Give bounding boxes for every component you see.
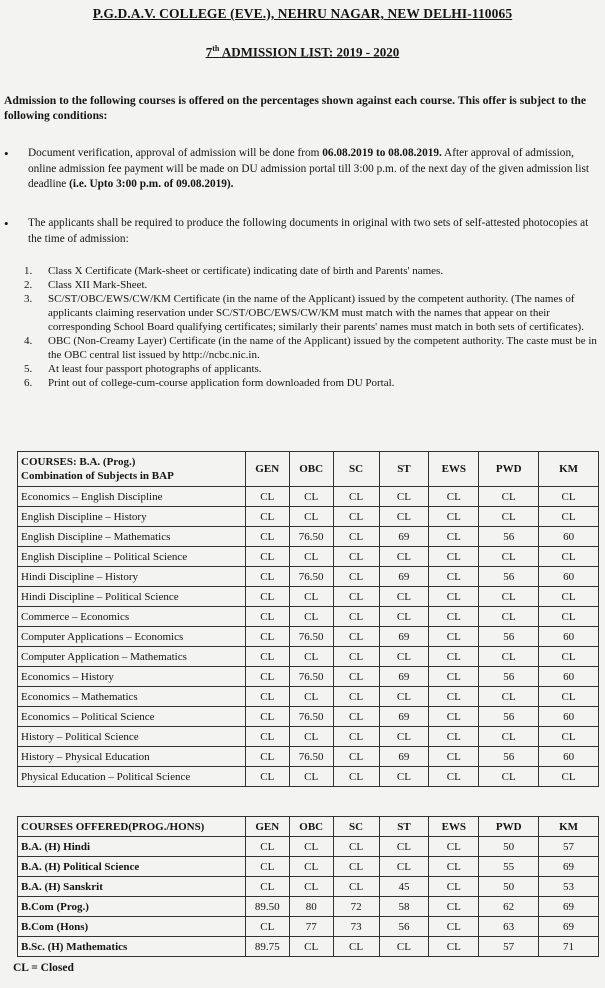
cutoff-cell: CL: [245, 747, 289, 767]
course-name-cell: History – Physical Education: [18, 747, 246, 767]
cutoff-cell: CL: [429, 877, 479, 897]
cutoff-cell: 56: [479, 667, 539, 687]
bullet-verification: • Document verification, approval of admission will be done from 06.08.2019 to 08.08.2019. After approval of admission, online admission fee payment will be made on DU admission portal till 3:00 p.m. of the next day of the given admission list deadline (i.e. Upto 3:00 p.m. of 09.08.2019).: [4, 146, 589, 190]
table-header-row: [18, 817, 599, 837]
cutoff-cell: CL: [379, 837, 429, 857]
cutoff-cell: 80: [289, 897, 333, 917]
column-header: ST: [379, 817, 429, 837]
cutoff-cell: 63: [479, 917, 539, 937]
cutoff-cell: 69: [539, 897, 599, 917]
cutoff-cell: CL: [379, 647, 429, 667]
cutoff-cell: CL: [479, 507, 539, 527]
cutoff-cell: 69: [379, 667, 429, 687]
cutoff-cell: CL: [333, 747, 379, 767]
cutoff-cell: 76.50: [289, 667, 333, 687]
course-name-cell: Commerce – Economics: [18, 607, 246, 627]
table-row: [18, 897, 599, 917]
cutoff-cell: CL: [333, 527, 379, 547]
cutoff-cell: CL: [333, 767, 379, 787]
table-heading: COURSES: B.A. (Prog.) Combination of Subjects in BAP: [18, 452, 246, 487]
cutoff-cell: 73: [333, 917, 379, 937]
course-name-cell: Economics – History: [18, 667, 246, 687]
cutoff-cell: CL: [333, 547, 379, 567]
document-item: [24, 264, 602, 278]
course-name-cell: Physical Education – Political Science: [18, 767, 246, 787]
cutoff-cell: CL: [333, 937, 379, 957]
cutoff-cell: CL: [333, 687, 379, 707]
column-header: KM: [539, 452, 599, 487]
cutoff-cell: CL: [539, 587, 599, 607]
cutoff-cell: CL: [539, 487, 599, 507]
cutoff-cell: 69: [539, 857, 599, 877]
cutoff-cell: CL: [289, 837, 333, 857]
cutoff-cell: 56: [479, 527, 539, 547]
course-name-cell: B.A. (H) Hindi: [18, 837, 246, 857]
table-row: [18, 767, 599, 787]
cutoff-cell: 60: [539, 747, 599, 767]
document-text: Class XII Mark-Sheet.: [48, 279, 148, 291]
document-number: 4.: [24, 335, 33, 347]
cutoff-cell: CL: [245, 667, 289, 687]
table-row: [18, 917, 599, 937]
course-name-cell: Computer Application – Mathematics: [18, 647, 246, 667]
cutoff-cell: CL: [379, 767, 429, 787]
cutoff-cell: 50: [479, 877, 539, 897]
cutoff-cell: CL: [289, 507, 333, 527]
cutoff-cell: CL: [429, 687, 479, 707]
cutoff-cell: CL: [539, 507, 599, 527]
column-header: PWD: [479, 452, 539, 487]
cutoff-cell: CL: [289, 687, 333, 707]
column-header: ST: [379, 452, 429, 487]
course-name-cell: B.A. (H) Sanskrit: [18, 877, 246, 897]
cutoff-cell: CL: [289, 877, 333, 897]
cutoff-cell: CL: [333, 727, 379, 747]
cutoff-cell: CL: [333, 487, 379, 507]
table-row: [18, 587, 599, 607]
admission-list-title: 7th ADMISSION LIST: 2019 - 2020: [205, 44, 400, 60]
cutoff-cell: 53: [539, 877, 599, 897]
table-heading: COURSES OFFERED(PROG./HONS): [18, 817, 246, 837]
cutoff-cell: 55: [479, 857, 539, 877]
cutoff-cell: CL: [479, 647, 539, 667]
cutoff-cell: 56: [479, 627, 539, 647]
table-row: [18, 937, 599, 957]
cutoff-cell: CL: [539, 607, 599, 627]
cutoff-cell: 89.50: [245, 897, 289, 917]
cutoff-cell: 69: [379, 707, 429, 727]
cutoff-cell: CL: [379, 587, 429, 607]
legend-closed: CL = Closed: [13, 962, 74, 974]
document-text: At least four passport photographs of applicants.: [48, 363, 262, 375]
cutoff-cell: CL: [245, 917, 289, 937]
document-item: [24, 376, 602, 390]
cutoff-cell: CL: [289, 607, 333, 627]
table-header-row: [18, 452, 599, 487]
document-item: [24, 362, 602, 376]
document-item: [24, 292, 602, 334]
cutoff-cell: CL: [245, 567, 289, 587]
cutoff-cell: CL: [539, 687, 599, 707]
cutoff-cell: CL: [479, 547, 539, 567]
cutoff-cell: CL: [429, 837, 479, 857]
document-text: Print out of college-cum-course application form downloaded from DU Portal.: [48, 377, 395, 389]
cutoff-cell: CL: [429, 767, 479, 787]
cutoff-cell: CL: [245, 627, 289, 647]
cutoff-cell: CL: [333, 667, 379, 687]
cutoff-cell: CL: [245, 487, 289, 507]
document-item: [24, 278, 602, 292]
cutoff-cell: CL: [429, 507, 479, 527]
cutoff-cell: CL: [429, 897, 479, 917]
table-row: [18, 567, 599, 587]
intro-text: Admission to the following courses is offered on the percentages shown against each course. This offer is subject to the following conditions:: [4, 94, 587, 122]
cutoff-cell: 56: [479, 747, 539, 767]
cutoff-cell: CL: [289, 937, 333, 957]
cutoff-cell: CL: [245, 647, 289, 667]
cutoff-cell: CL: [289, 857, 333, 877]
table-row: [18, 667, 599, 687]
cutoff-cell: 56: [479, 567, 539, 587]
cutoff-cell: CL: [333, 567, 379, 587]
cutoff-cell: 69: [539, 917, 599, 937]
document-text: Class X Certificate (Mark-sheet or certificate) indicating date of birth and Parents' names.: [48, 265, 444, 277]
table-row: [18, 627, 599, 647]
documents-list: [24, 264, 602, 390]
cutoff-cell: CL: [429, 487, 479, 507]
cutoff-cell: 69: [379, 627, 429, 647]
college-name: P.G.D.A.V. COLLEGE (EVE.), NEHRU NAGAR, NEW DELHI-110065: [92, 6, 513, 21]
course-name-cell: B.Com (Hons): [18, 917, 246, 937]
cutoff-cell: CL: [429, 667, 479, 687]
cutoff-cell: CL: [289, 547, 333, 567]
table-row: [18, 507, 599, 527]
cutoff-cell: CL: [429, 607, 479, 627]
cutoff-cell: CL: [245, 877, 289, 897]
cutoff-cell: 76.50: [289, 567, 333, 587]
cutoff-cell: 60: [539, 667, 599, 687]
bullet-documents: • The applicants shall be required to produce the following documents in original with two sets of self-attested photocopies at the time of admission:: [4, 216, 589, 245]
cutoff-cell: CL: [379, 857, 429, 877]
document-number: 2.: [24, 279, 33, 291]
table-row: [18, 687, 599, 707]
courses-cutoff-table: [17, 816, 599, 957]
column-header: GEN: [245, 452, 289, 487]
cutoff-cell: 76.50: [289, 627, 333, 647]
cutoff-cell: CL: [379, 487, 429, 507]
cutoff-cell: CL: [379, 727, 429, 747]
cutoff-cell: CL: [289, 767, 333, 787]
cutoff-cell: 56: [379, 917, 429, 937]
cutoff-cell: 77: [289, 917, 333, 937]
cutoff-cell: CL: [379, 937, 429, 957]
table-row: [18, 527, 599, 547]
cutoff-cell: CL: [333, 877, 379, 897]
cutoff-cell: CL: [379, 607, 429, 627]
cutoff-cell: 60: [539, 707, 599, 727]
cutoff-cell: CL: [429, 917, 479, 937]
cutoff-cell: CL: [429, 567, 479, 587]
column-header: KM: [539, 817, 599, 837]
cutoff-cell: CL: [333, 507, 379, 527]
cutoff-cell: CL: [479, 607, 539, 627]
cutoff-cell: 71: [539, 937, 599, 957]
cutoff-cell: CL: [333, 647, 379, 667]
cutoff-cell: CL: [479, 727, 539, 747]
cutoff-cell: CL: [289, 647, 333, 667]
cutoff-cell: 69: [379, 527, 429, 547]
document-number: 6.: [24, 377, 33, 389]
course-name-cell: B.Sc. (H) Mathematics: [18, 937, 246, 957]
cutoff-cell: 89.75: [245, 937, 289, 957]
cutoff-cell: 60: [539, 627, 599, 647]
cutoff-cell: CL: [429, 547, 479, 567]
column-header: GEN: [245, 817, 289, 837]
document-number: 3.: [24, 293, 33, 305]
cutoff-cell: CL: [245, 727, 289, 747]
table-row: [18, 877, 599, 897]
table-row: [18, 607, 599, 627]
column-header: SC: [333, 452, 379, 487]
cutoff-cell: CL: [429, 937, 479, 957]
cutoff-cell: CL: [429, 727, 479, 747]
bullet-icon: •: [4, 146, 9, 161]
cutoff-cell: CL: [333, 627, 379, 647]
course-name-cell: Hindi Discipline – Political Science: [18, 587, 246, 607]
cutoff-cell: 58: [379, 897, 429, 917]
cutoff-cell: 62: [479, 897, 539, 917]
cutoff-cell: 50: [479, 837, 539, 857]
cutoff-cell: CL: [379, 507, 429, 527]
cutoff-cell: CL: [429, 747, 479, 767]
cutoff-cell: CL: [333, 587, 379, 607]
table-row: [18, 727, 599, 747]
column-header: PWD: [479, 817, 539, 837]
cutoff-cell: CL: [429, 647, 479, 667]
cutoff-cell: 76.50: [289, 747, 333, 767]
course-name-cell: English Discipline – Political Science: [18, 547, 246, 567]
column-header: SC: [333, 817, 379, 837]
course-name-cell: Economics – English Discipline: [18, 487, 246, 507]
cutoff-cell: CL: [289, 487, 333, 507]
cutoff-cell: CL: [333, 857, 379, 877]
cutoff-cell: 60: [539, 567, 599, 587]
cutoff-cell: CL: [429, 587, 479, 607]
cutoff-cell: CL: [479, 767, 539, 787]
course-name-cell: B.A. (H) Political Science: [18, 857, 246, 877]
table-row: [18, 547, 599, 567]
cutoff-cell: CL: [245, 857, 289, 877]
cutoff-cell: CL: [539, 727, 599, 747]
document-text: OBC (Non-Creamy Layer) Certificate (in the name of the Applicant) issued by the competent authority. The caste must be in the OBC central list issued by http://ncbc.nic.in.: [48, 335, 597, 361]
cutoff-cell: CL: [539, 767, 599, 787]
document-number: 5.: [24, 363, 33, 375]
cutoff-cell: CL: [539, 647, 599, 667]
cutoff-cell: 60: [539, 527, 599, 547]
course-name-cell: Economics – Mathematics: [18, 687, 246, 707]
column-header: OBC: [289, 452, 333, 487]
cutoff-cell: CL: [289, 727, 333, 747]
table-row: [18, 707, 599, 727]
cutoff-cell: CL: [333, 837, 379, 857]
cutoff-cell: 76.50: [289, 527, 333, 547]
cutoff-cell: CL: [245, 527, 289, 547]
cutoff-cell: CL: [429, 527, 479, 547]
cutoff-cell: CL: [289, 587, 333, 607]
cutoff-cell: CL: [479, 687, 539, 707]
column-header: OBC: [289, 817, 333, 837]
cutoff-cell: CL: [429, 627, 479, 647]
cutoff-cell: CL: [245, 587, 289, 607]
cutoff-cell: CL: [379, 687, 429, 707]
course-name-cell: Economics – Political Science: [18, 707, 246, 727]
cutoff-cell: 69: [379, 567, 429, 587]
cutoff-cell: CL: [539, 547, 599, 567]
cutoff-cell: CL: [245, 607, 289, 627]
course-name-cell: B.Com (Prog.): [18, 897, 246, 917]
course-name-cell: English Discipline – History: [18, 507, 246, 527]
cutoff-cell: CL: [429, 857, 479, 877]
table-row: [18, 747, 599, 767]
column-header: EWS: [429, 452, 479, 487]
bap-cutoff-table: [17, 451, 599, 787]
cutoff-cell: 69: [379, 747, 429, 767]
table-row: [18, 837, 599, 857]
cutoff-cell: CL: [245, 837, 289, 857]
cutoff-cell: CL: [479, 587, 539, 607]
cutoff-cell: CL: [379, 547, 429, 567]
document-text: SC/ST/OBC/EWS/CW/KM Certificate (in the name of the Applicant) issued by the competent authority. (The names of applicants claiming reservation under SC/ST/OBC/EWS/CW/KM must match with the names that appear on their corresponding School Board qualifying certificates; similarly their parents' names must match in both sets of certificates).: [48, 293, 584, 333]
cutoff-cell: 76.50: [289, 707, 333, 727]
column-header: EWS: [429, 817, 479, 837]
table-row: [18, 857, 599, 877]
course-name-cell: Computer Applications – Economics: [18, 627, 246, 647]
cutoff-cell: CL: [245, 507, 289, 527]
cutoff-cell: CL: [333, 607, 379, 627]
table-row: [18, 647, 599, 667]
cutoff-cell: 72: [333, 897, 379, 917]
cutoff-cell: CL: [479, 487, 539, 507]
course-name-cell: Hindi Discipline – History: [18, 567, 246, 587]
cutoff-cell: 57: [539, 837, 599, 857]
cutoff-cell: CL: [333, 707, 379, 727]
cutoff-cell: CL: [245, 767, 289, 787]
table-row: [18, 487, 599, 507]
cutoff-cell: CL: [429, 707, 479, 727]
course-name-cell: History – Political Science: [18, 727, 246, 747]
cutoff-cell: CL: [245, 707, 289, 727]
course-name-cell: English Discipline – Mathematics: [18, 527, 246, 547]
bullet-icon: •: [4, 216, 9, 231]
cutoff-cell: CL: [245, 547, 289, 567]
document-item: [24, 334, 602, 362]
cutoff-cell: 45: [379, 877, 429, 897]
cutoff-cell: 57: [479, 937, 539, 957]
document-number: 1.: [24, 265, 33, 277]
cutoff-cell: CL: [245, 687, 289, 707]
cutoff-cell: 56: [479, 707, 539, 727]
